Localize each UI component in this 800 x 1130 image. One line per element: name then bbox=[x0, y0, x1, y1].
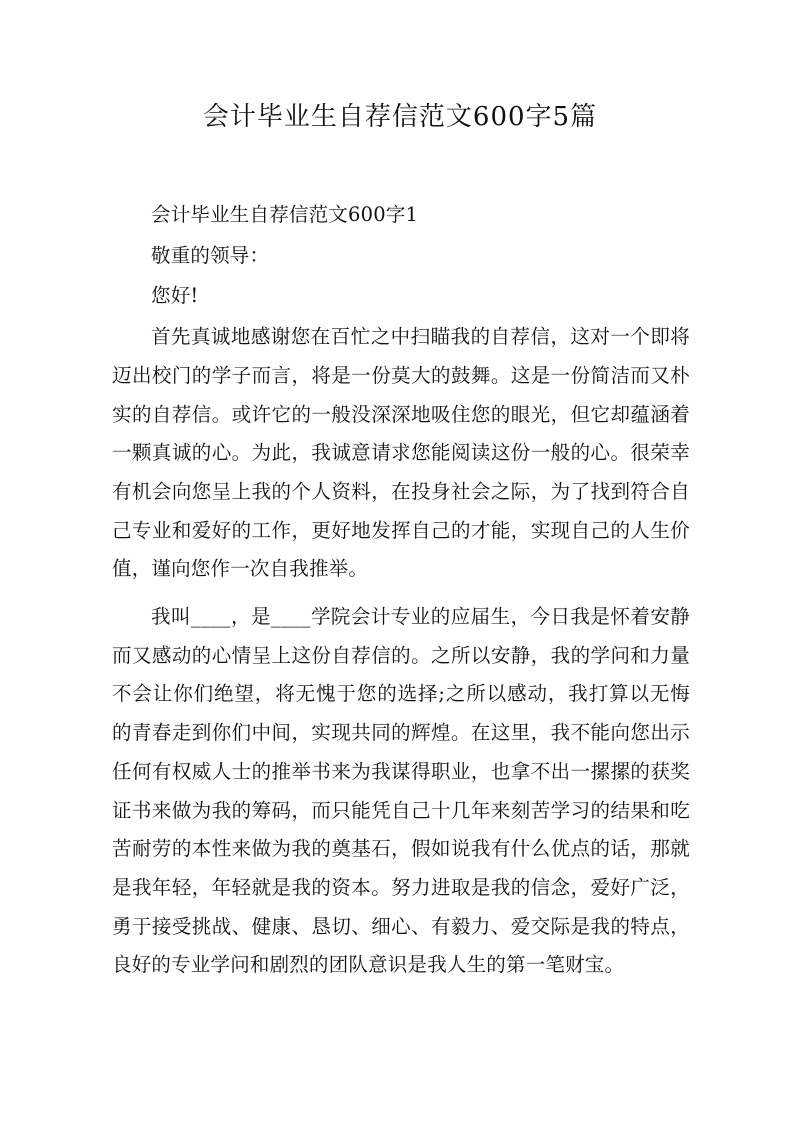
greeting: 您好! bbox=[151, 284, 199, 308]
letter-heading: 会计毕业生自荐信范文600字1 bbox=[151, 203, 419, 226]
document-body bbox=[112, 196, 690, 994]
paragraph-introduction: 首先真诚地感谢您在百忙之中扫瞄我的自荐信，这对一个即将迈出校门的学子而言，将是一份莫大的鼓舞。这是一份简洁而又朴实的自荐信。或许它的一般没深深地吸住您的眼光，但它却蕴涵着一颗真诚的心。为此，我诚意请求您能阅读这份一般的心。很荣幸有机会向您呈上我的个人资料，在投身社会之际，为了找到符合自己专业和爱好的工作，更好地发挥自己的才能，实现自己的人生价值，谨向您作一次自我推举。 bbox=[112, 325, 690, 581]
paragraph-self-description: 我叫____，是____学院会计专业的应届生，今日我是怀着安静而又感动的心情呈上这份自荐信的。之所以安静，我的学问和力量不会让你们绝望，将无愧于您的选择;之所以感动，我打算以无悔的青春走到你们中间，实现共同的辉煌。在这里，我不能向您出示任何有权威人士的推举书来为我谋得职业，也拿不出一摞摞的获奖证书来做为我的筹码，而只能凭自己十几年来刻苦学习的结果和吃苦耐劳的本性来做为我的奠基石，假如说我有什么优点的话，那就是我年轻，年轻就是我的资本。努力进取是我的信念，爱好广泛，勇于接受挑战、健康、恳切、细心、有毅力、爱交际是我的特点，良好的专业学问和剧烈的团队意识是我人生的第一笔财宝。 bbox=[112, 605, 690, 977]
document-title: 会计毕业生自荐信范文600字5篇 bbox=[202, 102, 598, 132]
salutation: 敬重的领导： bbox=[151, 243, 270, 267]
